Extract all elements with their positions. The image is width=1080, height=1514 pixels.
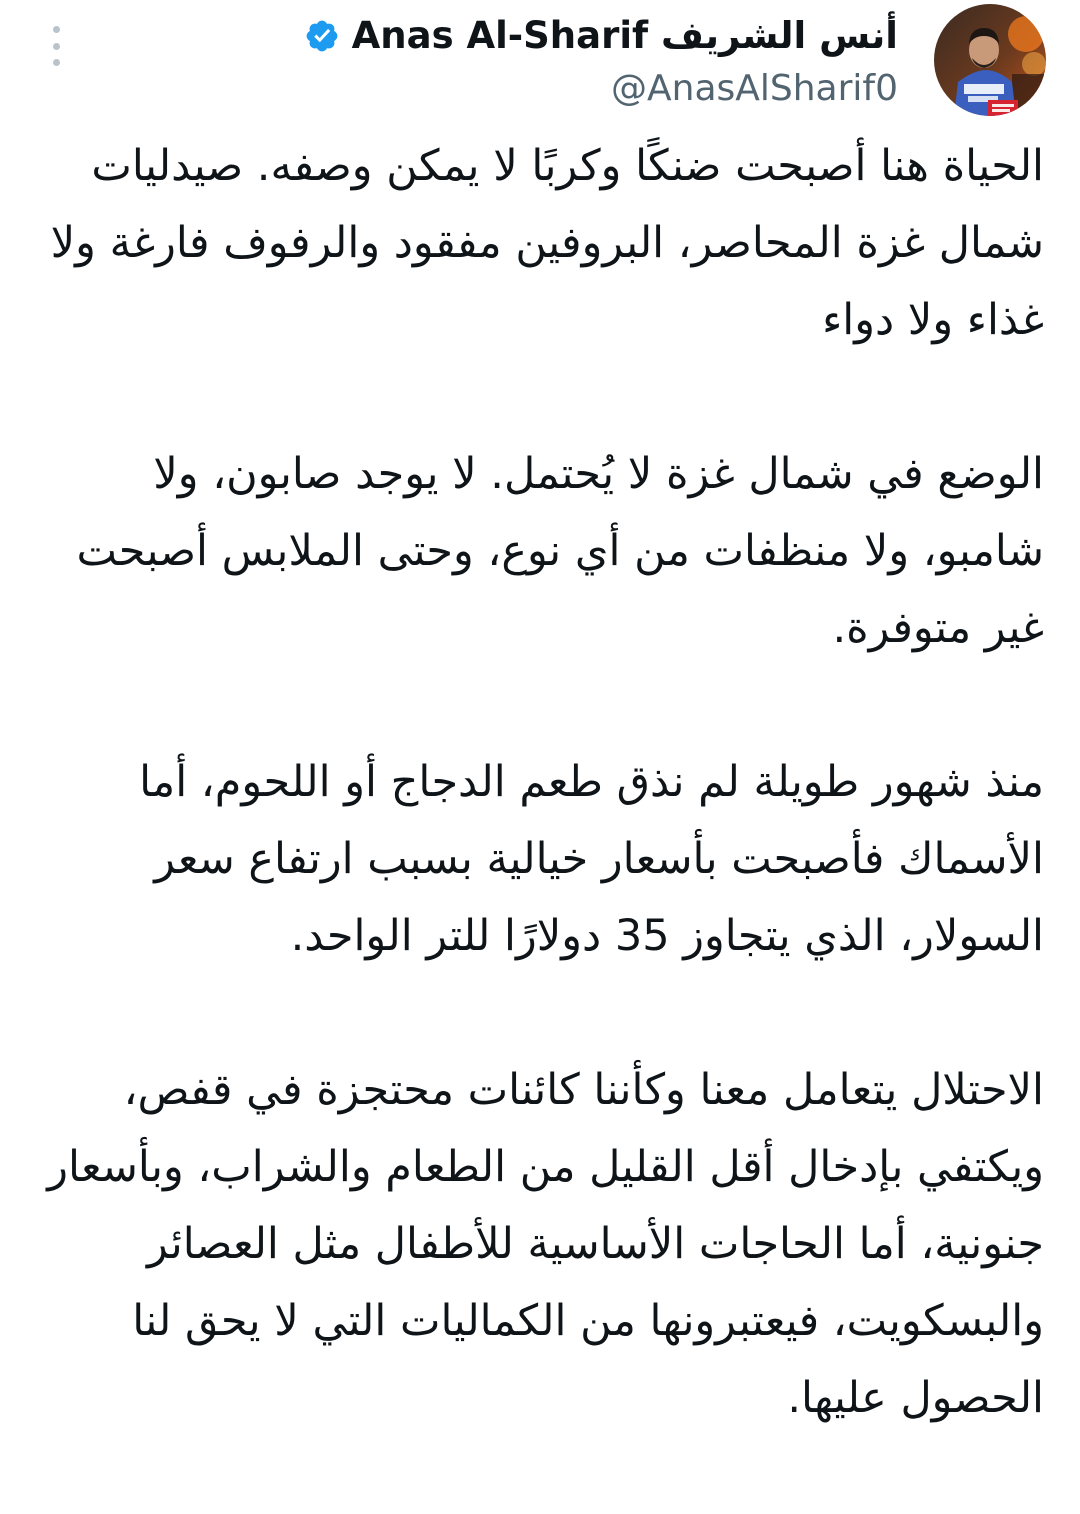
more-vertical-icon-dot: [53, 26, 60, 33]
tweet-text: [44, 128, 1044, 1514]
author-display-name[interactable]: Anas Al-Sharif أنس الشريف: [351, 14, 898, 57]
tweet-paragraph: الوضع في شمال غزة لا يُحتمل. لا يوجد صابون، ولا شامبو، ولا منظفات من أي نوع، وحتى الملابس أصبحت غير متوفرة.: [76, 449, 1044, 653]
verified-badge-icon: [304, 18, 340, 54]
tweet-header: [0, 0, 1080, 120]
author-name-row: [304, 8, 898, 64]
tweet-paragraph: منذ شهور طويلة لم نذق طعم الدجاج أو اللحوم، أما الأسماك فأصبحت بأسعار خيالية بسبب ارتفاع سعر السولار، الذي يتجاوز 35 دولارًا للتر الواحد.: [139, 757, 1044, 961]
more-options-button[interactable]: [40, 26, 72, 66]
tweet-paragraph: الاحتلال يتعامل معنا وكأننا كائنات محتجزة في قفص، ويكتفي بإدخال أقل القليل من الطعام والشراب، وبأسعار جنونية، أما الحاجات الأساسية للأطفال مثل العصائر والبسكويت، فيعتبرونها من الكماليات التي لا يحق لنا الحصول عليها.: [47, 1065, 1044, 1423]
avatar[interactable]: [934, 4, 1046, 116]
tweet-paragraph: الحياة هنا أصبحت ضنكًا وكربًا لا يمكن وصفه. صيدليات شمال غزة المحاصر، البروفين مفقود والرفوف فارغة ولا غذاء ولا دواء: [50, 141, 1044, 345]
more-vertical-icon-dot: [53, 59, 60, 66]
author-handle[interactable]: @AnasAlSharif0: [611, 68, 898, 109]
author-info[interactable]: [304, 8, 898, 114]
more-vertical-icon-dot: [53, 43, 60, 50]
avatar-image: [934, 4, 1046, 116]
